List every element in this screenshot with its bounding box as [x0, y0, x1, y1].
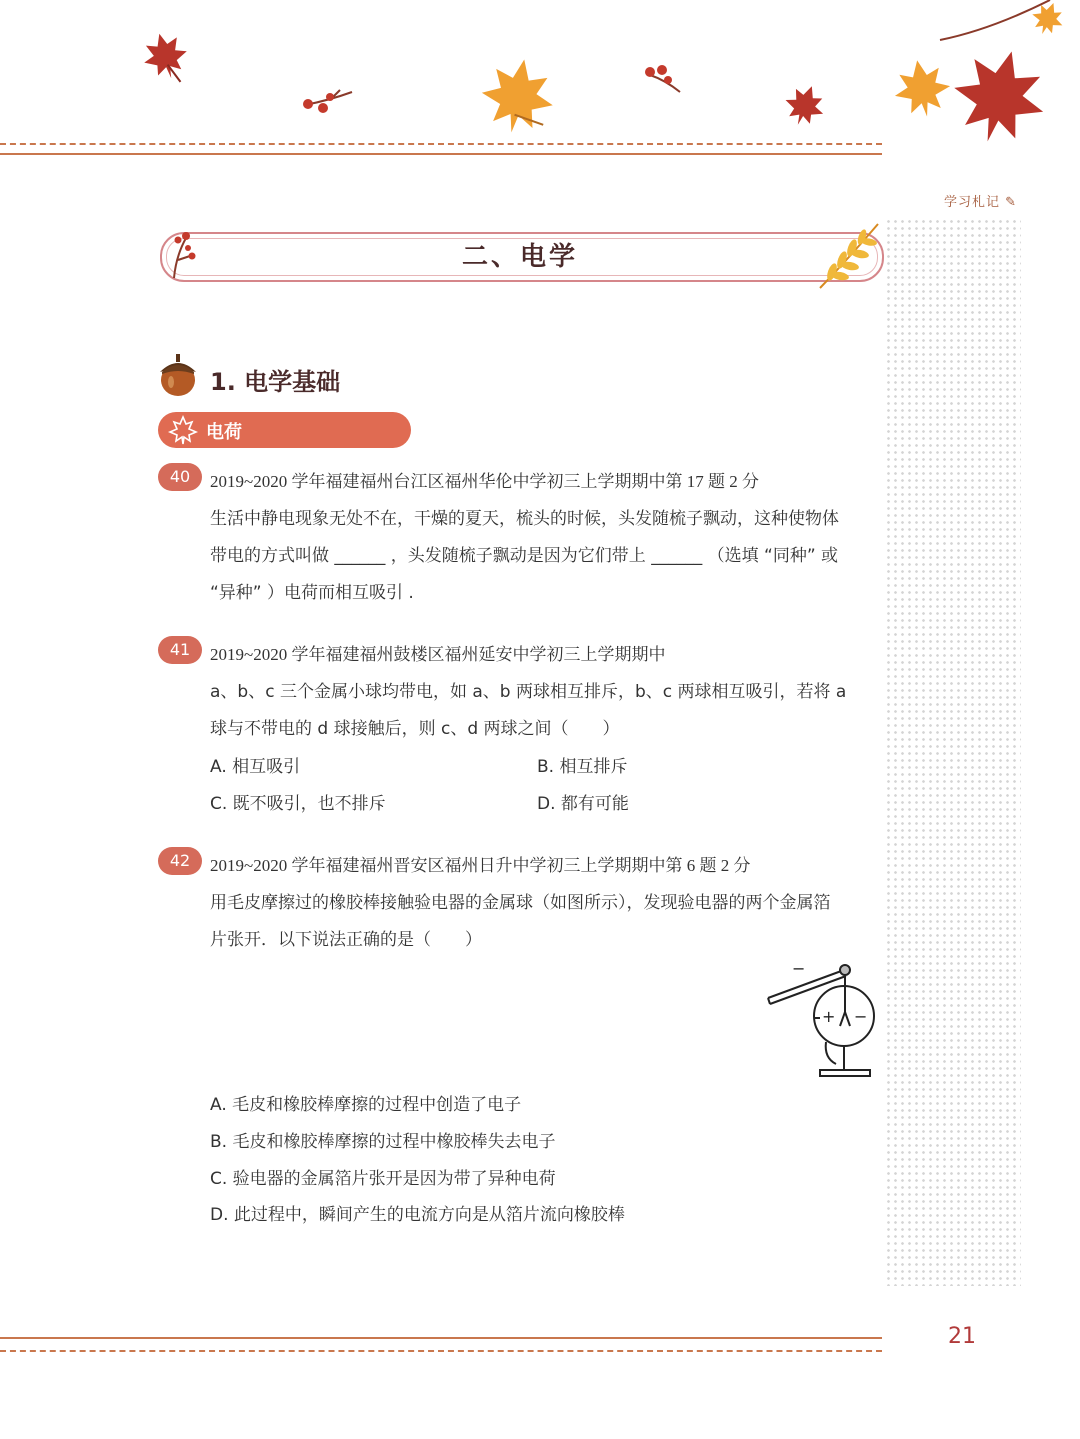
chapter-title: 二、电学 [461, 242, 578, 272]
question-text-line: 球与不带电的 d 球接触后，则 c、d 两球之间（ ） [210, 719, 620, 739]
question-number-badge: 41 [158, 636, 202, 664]
notes-dot-grid [885, 218, 1021, 1286]
footer-dashed-line [0, 1350, 882, 1352]
footer-solid-line [0, 1337, 882, 1339]
topic-label: 电荷 [206, 422, 242, 443]
rod-charge-label: − [792, 959, 806, 978]
question-text-line: a、b、c 三个金属小球均带电，如 a、b 两球相互排斥，b、c 两球相互吸引，若将 a [210, 682, 847, 702]
question-text-line: 用毛皮摩擦过的橡胶棒接触验电器的金属球（如图所示），发现验电器的两个金属箔 [210, 893, 831, 913]
page-number: 21 [948, 1324, 976, 1349]
question-source: 2019~2020 学年福建福州鼓楼区福州延安中学初三上学期期中 [210, 645, 666, 664]
maple-leaf-icon [166, 414, 200, 446]
fern-leaf-icon [812, 220, 882, 292]
question-text-line: 生活中静电现象无处不在，干燥的夏天，梳头的时候，头发随梳子飘动，这种使物体 [210, 509, 839, 529]
question-text-line: 片张开．以下说法正确的是（ ） [210, 930, 482, 950]
option-b: B. 毛皮和橡胶棒摩擦的过程中橡胶棒失去电子 [210, 1132, 556, 1152]
electroscope-figure [764, 958, 880, 1086]
notes-label: 学习札记 ✎ [944, 195, 1018, 210]
pencil-icon: ✎ [1005, 195, 1018, 210]
question-text-line: 带电的方式叫做 ______ ，头发随梳子飘动是因为它们带上 ______ （选填 “同种” 或 [210, 546, 839, 566]
option-b: B. 相互排斥 [537, 757, 628, 777]
question-text-line: “异种” ）电荷而相互吸引 . [210, 583, 414, 603]
option-a: A. 相互吸引 [210, 757, 301, 777]
option-d: D. 都有可能 [537, 794, 629, 814]
section-title: 1. 电学基础 [210, 368, 341, 396]
option-c: C. 验电器的金属箔片张开是因为带了异种电荷 [210, 1169, 556, 1189]
question-number-badge: 42 [158, 847, 202, 875]
option-c: C. 既不吸引，也不排斥 [210, 794, 386, 814]
question-source: 2019~2020 学年福建福州晋安区福州日升中学初三上学期期中第 6 题 2 分 [210, 856, 751, 875]
option-d: D. 此过程中，瞬间产生的电流方向是从箔片流向橡胶棒 [210, 1205, 625, 1225]
left-charge-label: + [822, 1007, 836, 1026]
right-charge-label: − [854, 1007, 868, 1026]
acorn-icon [156, 352, 200, 398]
header-leaves-decoration [0, 0, 1080, 160]
header-dashed-line [0, 143, 882, 145]
option-a: A. 毛皮和橡胶棒摩擦的过程中创造了电子 [210, 1095, 522, 1115]
header-solid-line [0, 153, 882, 155]
question-number-badge: 40 [158, 463, 202, 491]
question-source: 2019~2020 学年福建福州台江区福州华伦中学初三上学期期中第 17 题 2 分 [210, 472, 759, 491]
